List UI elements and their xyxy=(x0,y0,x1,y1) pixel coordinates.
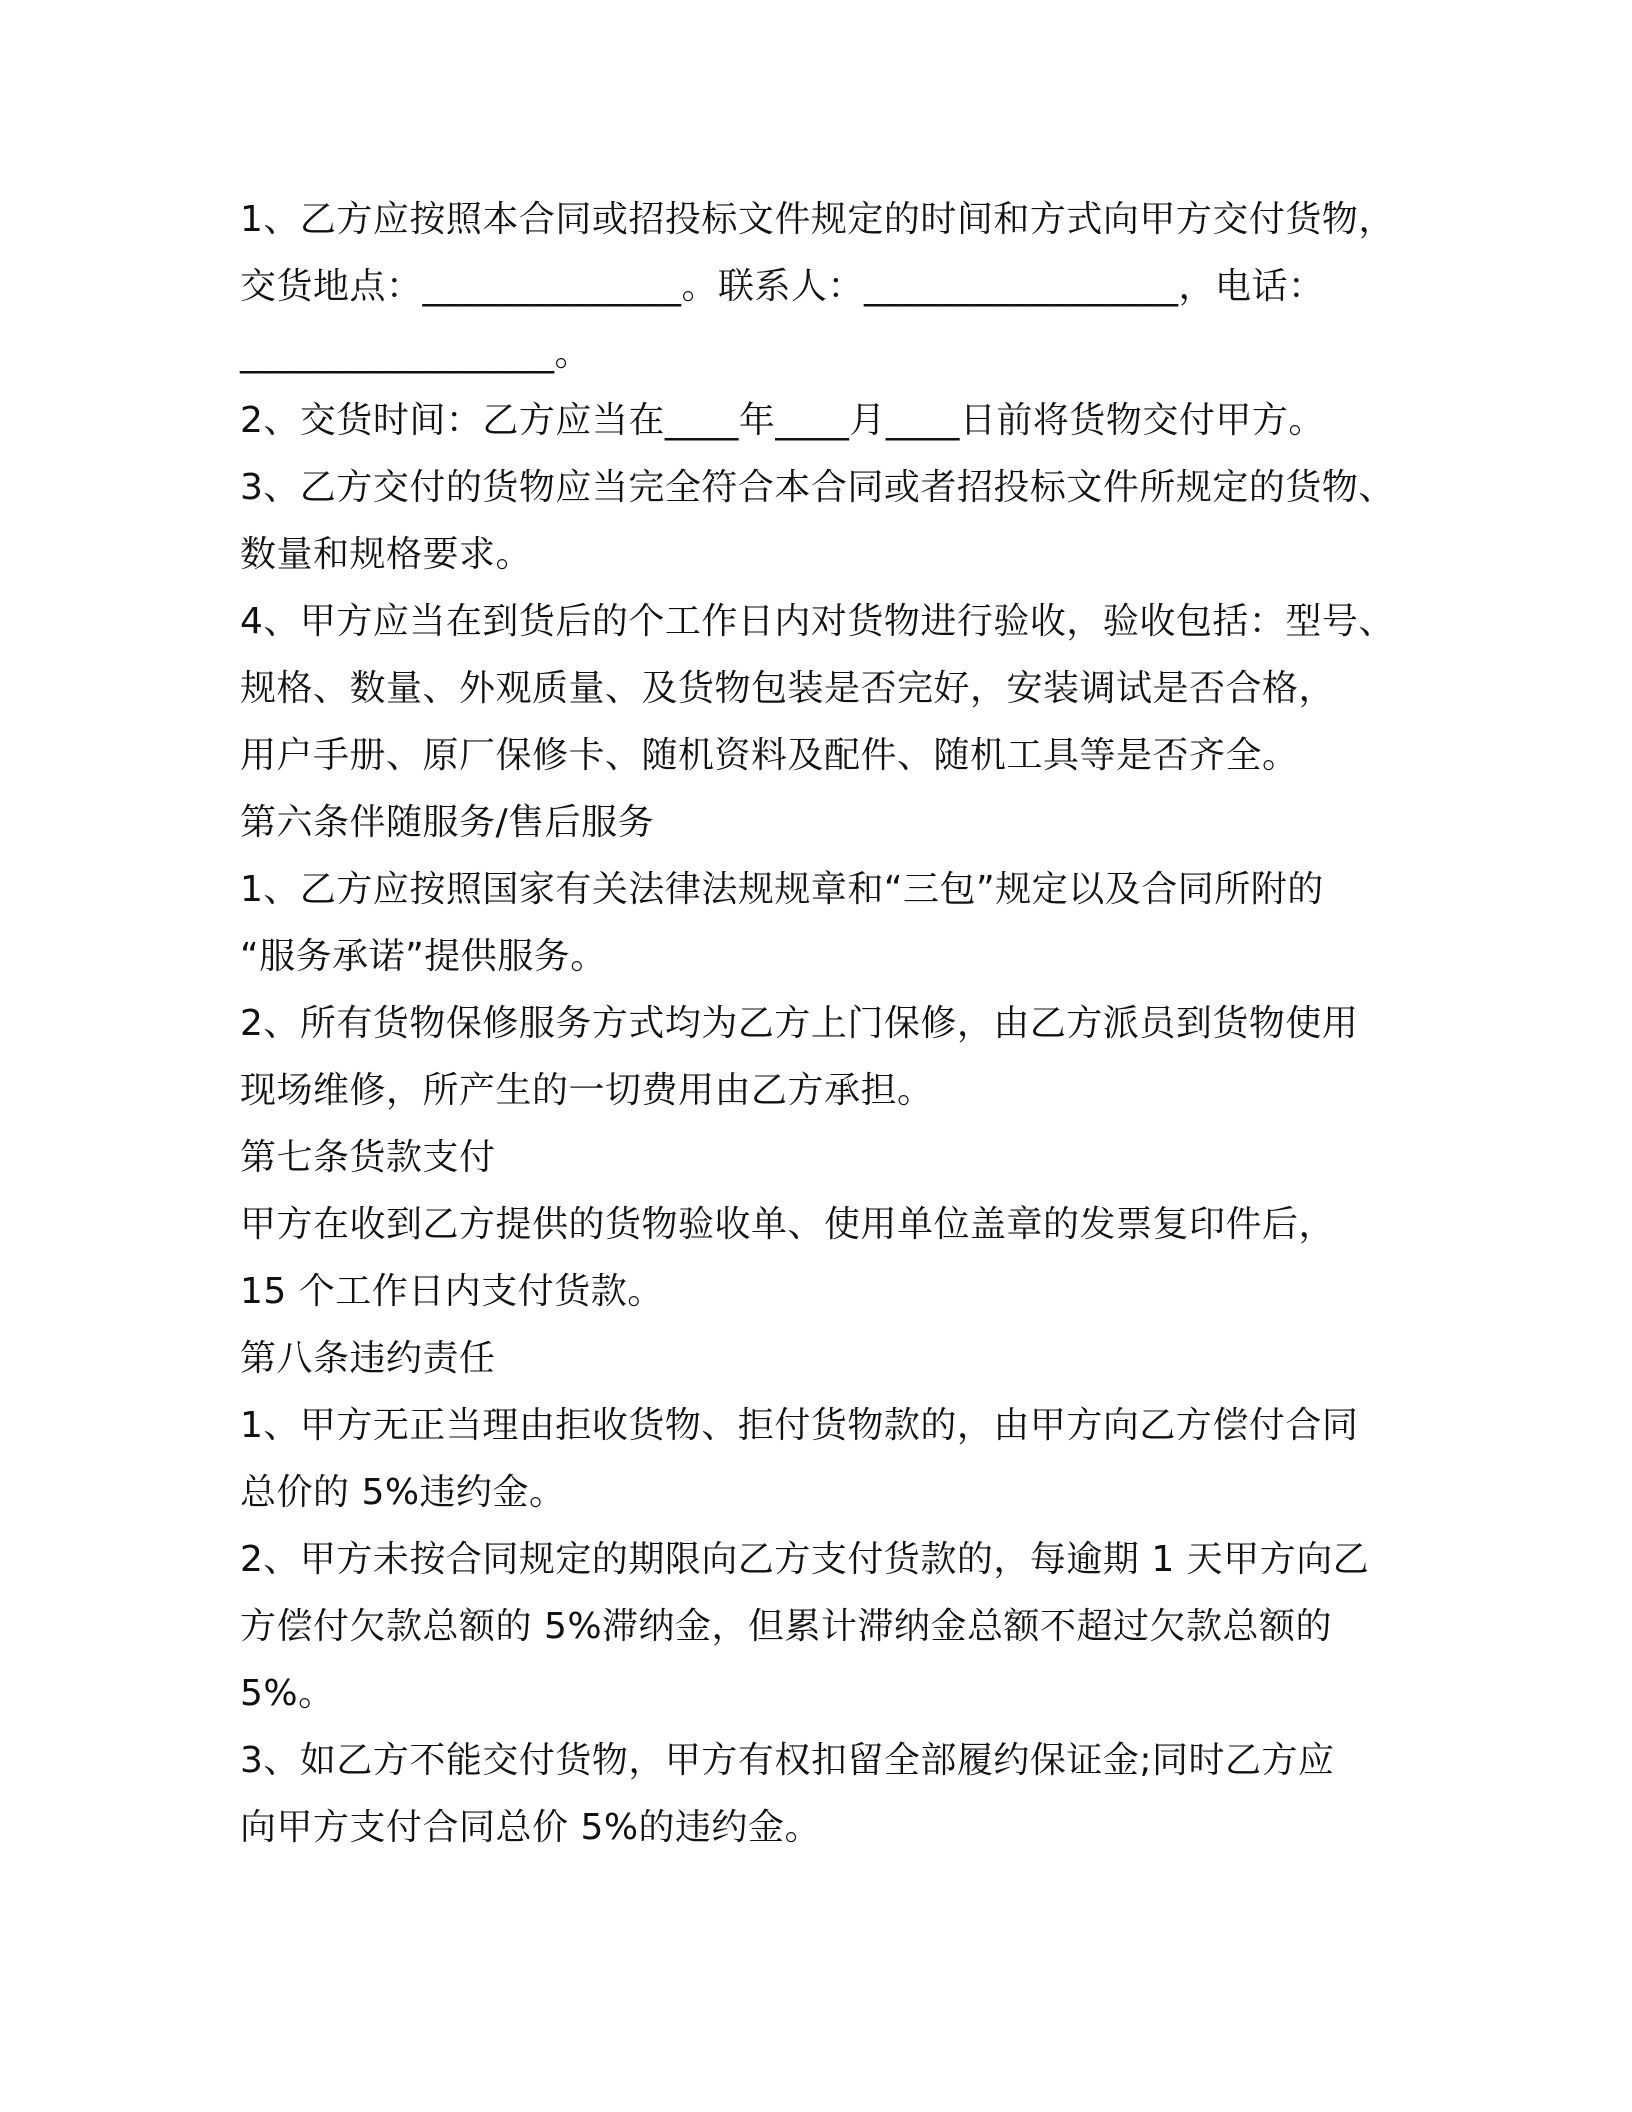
document-page xyxy=(240,186,1410,1861)
text-line: 4、甲方应当在到货后的个工作日内对货物进行验收，验收包括：型号、 xyxy=(240,601,1395,642)
text-line: 2、所有货物保修服务方式均为乙方上门保修，由乙方派员到货物使用 xyxy=(240,1003,1359,1044)
text-line: 方偿付欠款总额的 5%滞纳金，但累计滞纳金总额不超过欠款总额的 xyxy=(240,1606,1333,1647)
text-line: 甲方在收到乙方提供的货物验收单、使用单位盖章的发票复印件后， xyxy=(240,1204,1336,1245)
text-line: “服务承诺”提供服务。 xyxy=(240,936,607,977)
text-line: _________________。 xyxy=(240,333,591,374)
text-line: 1、乙方应按照国家有关法律法规规章和“三包”规定以及合同所附的 xyxy=(240,869,1324,910)
text-line: 现场维修，所产生的一切费用由乙方承担。 xyxy=(240,1070,934,1111)
text-line: 用户手册、原厂保修卡、随机资料及配件、随机工具等是否齐全。 xyxy=(240,735,1299,776)
text-line: 5%。 xyxy=(240,1673,335,1714)
text-line: 3、如乙方不能交付货物，甲方有权扣留全部履约保证金;同时乙方应 xyxy=(240,1740,1335,1781)
text-line: 规格、数量、外观质量、及货物包装是否完好，安装调试是否合格， xyxy=(240,668,1336,709)
text-line: 15 个工作日内支付货款。 xyxy=(240,1271,664,1312)
section-heading: 第七条货款支付 xyxy=(240,1137,496,1178)
text-line: 总价的 5%违约金。 xyxy=(240,1472,566,1513)
text-line: 向甲方支付合同总价 5%的违约金。 xyxy=(240,1807,822,1848)
section-heading: 第八条违约责任 xyxy=(240,1338,496,1379)
text-line: 1、甲方无正当理由拒收货物、拒付货物款的，由甲方向乙方偿付合同 xyxy=(240,1405,1359,1446)
text-line: 交货地点：______________。联系人：_________________，电话： xyxy=(240,266,1325,307)
text-line: 数量和规格要求。 xyxy=(240,534,533,575)
text-line: 2、交货时间：乙方应当在____年____月____日前将货物交付甲方。 xyxy=(240,400,1325,441)
text-line: 1、乙方应按照本合同或招投标文件规定的时间和方式向甲方交付货物， xyxy=(240,199,1395,240)
section-heading: 第六条伴随服务/售后服务 xyxy=(240,802,655,843)
text-line: 2、甲方未按合同规定的期限向乙方支付货款的，每逾期 1 天甲方向乙 xyxy=(240,1539,1370,1580)
text-line: 3、乙方交付的货物应当完全符合本合同或者招投标文件所规定的货物、 xyxy=(240,467,1395,508)
